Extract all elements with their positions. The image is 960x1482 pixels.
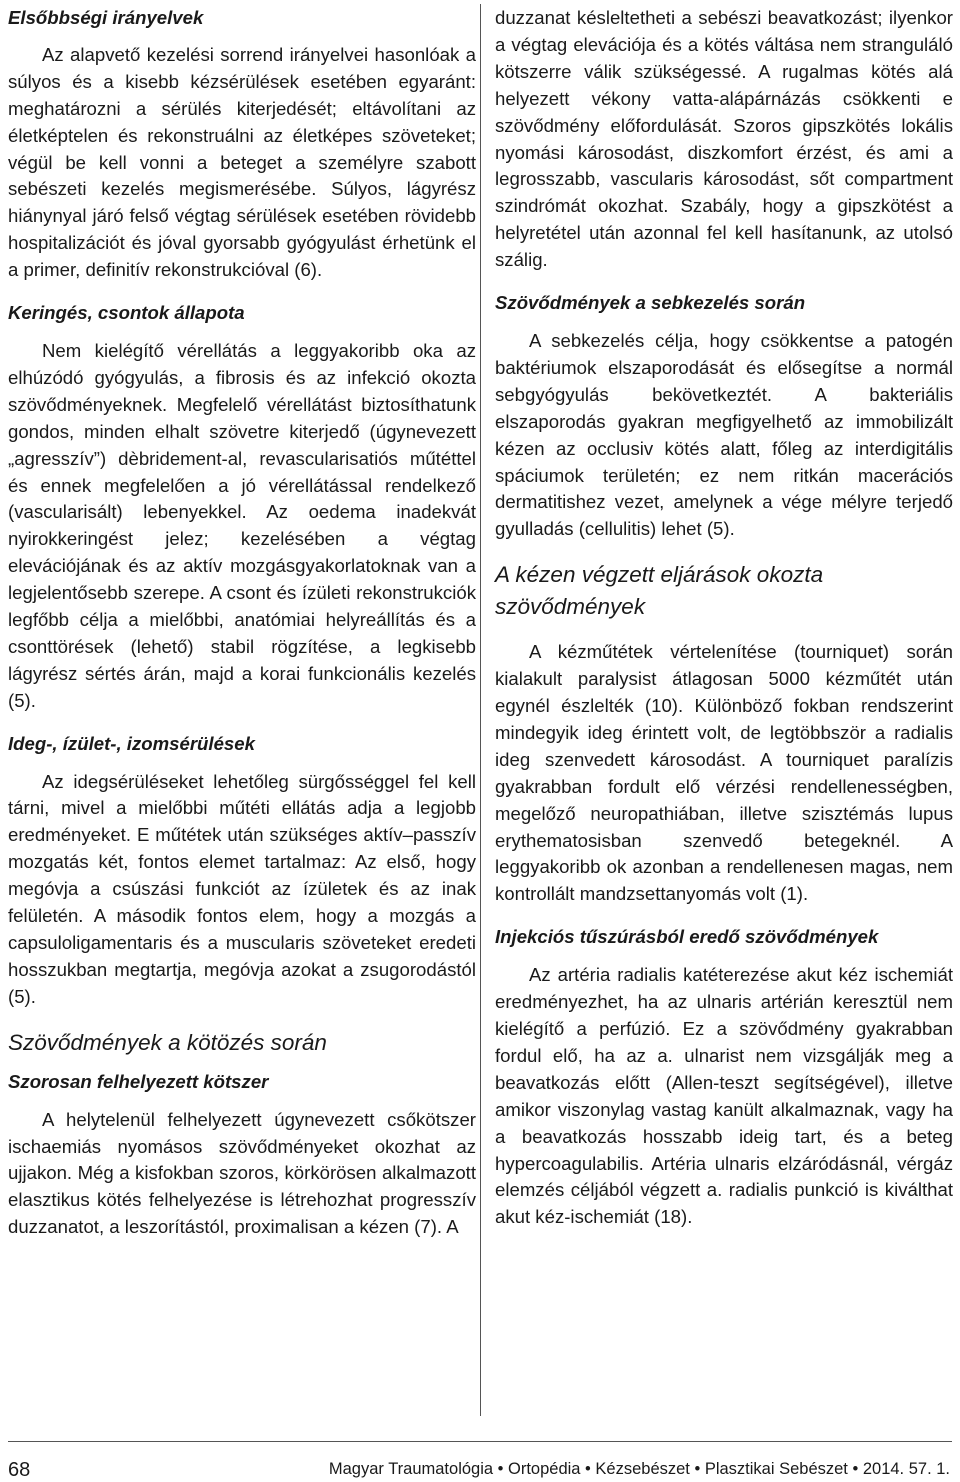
heading-bandaging-complications: Szövődmények a kötözés során [8, 1029, 327, 1055]
paragraph-nerve-joint-muscle: Az idegsérüléseket lehetőleg sürgősséggel fel kell tárni, mivel a mielőbbi műtéti ellátás adja a legjobb eredményeket. E műtétek után szükséges aktív–passzív mozgatás két, fontos elemet tartalmaz: Az első, hogy megóvja a csúszási funkciót az ízületek és az inak felületén. A második fontos elem, hogy a mozgás a capsuloligamentaris és a muscularis szöveteket eredeti hosszukban megtartja, megóvja azokat a zsugorodástól (5). [8, 770, 476, 1007]
paragraph-wound-care: A sebkezelés célja, hogy csökkentse a patogén baktériumok elszaporodását és elősegítse a normál sebgyógyulás bekövetkeztét. A bakteriális elszaporodás gyakran megfigyelhető az immobilizált kézen az occlusiv kötés alatt, főleg az interdigitális spáciumok területén; ez nem ritkán macerációs dermatitishez vezet, amelynek a vége mélyre terjedő gyulladás (cellulitis) lehet (5). [495, 329, 953, 540]
heading-injection-complications: Injekciós tűszúrásból eredő szövődmények [495, 926, 879, 948]
paragraph-circulation: Nem kielégítő vérellátás a leggyakoribb oka az elhúzódó gyógyulás, a fibrosis és az infekció okozta szövődményeknek. Megfelelő vérellátást biztosíthatunk gondos, minden elhalt szövetre kiterjedő (úgynevezett „agresszív”) dèbridement-al, revascularisatiós műtéttel és ennek megfelelően a jó vérellátással rendelkező (vascularisált) lebenyekkel. Az oedema inadekvát nyirokkeringést jelez; kezelésében a végtag elevációjának és az aktív mozgásgyakorlatoknak van a legjelentősebb szerepe. A csont és ízületi rekonstrukciók legfőbb célja a mielőbbi, anatómiai helyreállítás és a csonttörések (lehető) stabil rögzítése, a legkisebb lágyrész sértés árán, majd a korai funkcionális kezelés (5). [8, 339, 476, 711]
paragraph-swelling: duzzanat késleltetheti a sebészi beavatkozást; ilyenkor a végtag elevációja és a kötés váltása nem stranguláló kötszerre válik szükségessé. A rugalmas kötés alá helyezett vékony vatta-alápárnázás csökkenti e szövődmény előfordulását. Szoros gipszkötés lokális nyomási károsodást, diszkomfort érzést, és ami a legrosszabb, vascularis károsodást, sőt compartment szindrómát okozhat. Szabály, hogy a gipszkötést a helyretétel után azonnal fel kell hasítanunk, az utolsó szálig. [495, 7, 953, 271]
heading-wound-care: Szövődmények a sebkezelés során [495, 292, 806, 314]
right-column [495, 0, 953, 1231]
column-divider [480, 4, 481, 1416]
paragraph-radial-catheter: Az artéria radialis katéterezése akut kéz ischemiát eredményezhet, ha az ulnaris artérián keresztül nem kielégítő a perfúzió. Ez a szövődmény gyakrabban fordul elő, ha az a. ulnarist nem vizsgálják meg a beavatkozás előtt (Allen-teszt segítségével), illetve amikor viszonylag vastag kanült alkalmaznak, vagy ha a beavatkozás hosszabb ideig tart, és a beteg hypercoagulabilis. Artéria ulnaris elzáródásnál, vérgáz elemzés céljából végzett a. radialis punkció is kiválthat akut kéz-ischemiát (18). [495, 964, 953, 1228]
paragraph-priority: Az alapvető kezelési sorrend irányelvei hasonlóak a súlyos és a kisebb kézsérülések esetében egyaránt: meghatározni a sérülés kiterjedését; eltávolítani az életképtelen és rekonstruálni az életképes szöveteket; végül be kell vonni a beteget a személyre szabott sebészeti kezelés megismerésébe. Súlyos, lágyrész hiánynyal járó felső végtag sérülések esetében rövidebb hospitalizációt és jóval gyorsabb gyógyulást érhetünk el a primer, definitív rekonstrukcióval (6). [8, 43, 476, 281]
page-number: 68 [8, 1459, 31, 1481]
footer-divider [8, 1441, 952, 1442]
paragraph-tight-bandage: A helytelenül felhelyezett úgynevezett csőkötszer ischaemiás nyomásos szövődményeket okozhat az ujjakon. Még a kisfokban szoros, körkörösen alkalmazott elasztikus kötés felhelyezése is létrehozhat progresszív duzzanatot, a leszorítástól, proximalisan a kézen (7). A [8, 1108, 476, 1238]
heading-nerve-joint-muscle: Ideg-, ízület-, izomsérülések [8, 732, 255, 754]
heading-tight-bandage: Szorosan felhelyezett kötszer [8, 1070, 269, 1092]
journal-footer: Magyar Traumatológia • Ortopédia • Kézsebészet • Plasztikai Sebészet • 2014. 57. 1. [328, 1460, 950, 1478]
paragraph-tourniquet: A kézműtétek vértelenítése (tourniquet) során kialakult paralysist átlagosan 5000 kézműtét után egynél észlelték (10). Különböző fokban rendszerint mindegyik ideg érintett volt, de legtöbbször a radialis ideg szenvedett károsodást. A tourniquet paralízis gyakrabban fordult elő vérzési rendellenességben, megelőző neuropathiában, illetve szisztémás lupus erythematosisban szenvedő betegeknél. A leggyakoribb ok azonban a rendellenesen magas, nem kontrollált mandzsettanyomás volt (1). [495, 641, 953, 905]
left-column [8, 0, 476, 1241]
heading-hand-procedures: A kézen végzett eljárások okozta szövődmények [495, 562, 824, 620]
heading-circulation: Keringés, csontok állapota [8, 302, 245, 324]
heading-priority: Elsőbbségi irányelvek [8, 7, 204, 28]
